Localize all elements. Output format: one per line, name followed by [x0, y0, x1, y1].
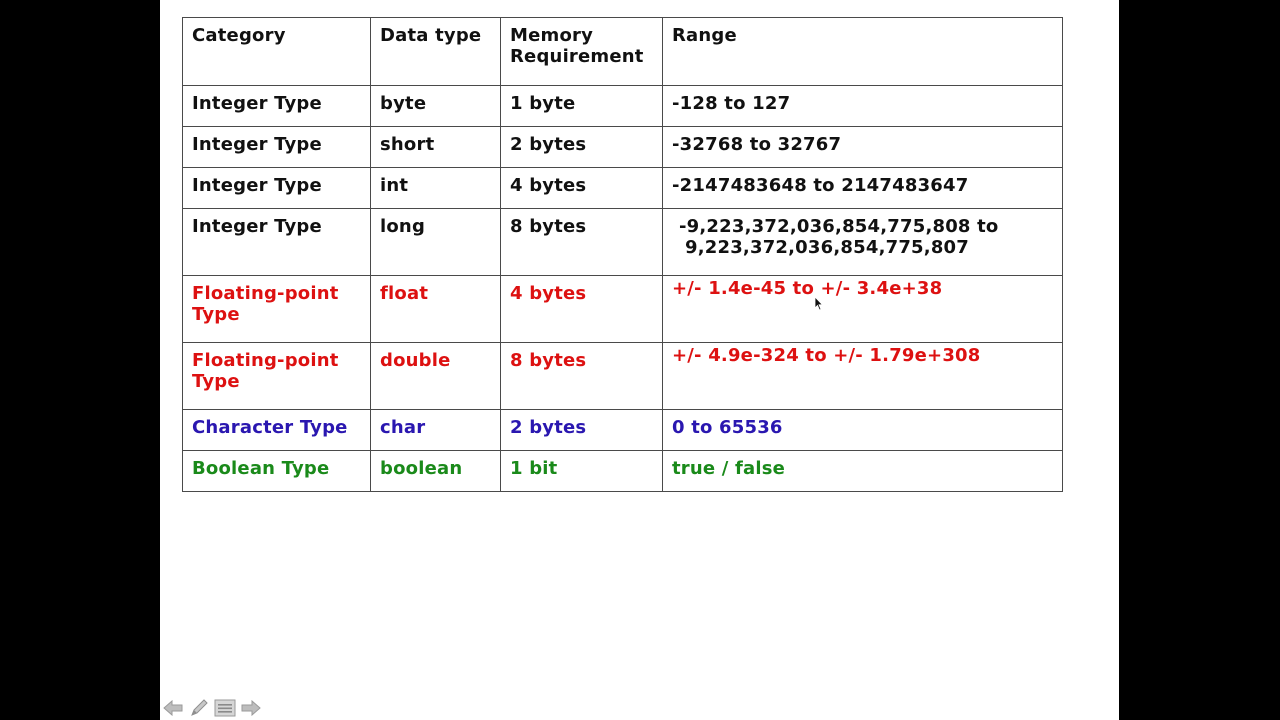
slide	[160, 0, 1119, 720]
range-line: +/- 4.9e-324 to +/- 1.79e+308	[672, 345, 981, 366]
table-row	[183, 451, 1063, 492]
cell-data-type: int	[371, 168, 501, 209]
range-line: -32768 to 32767	[672, 134, 842, 155]
slide-menu-button[interactable]	[214, 697, 236, 719]
table-body	[183, 86, 1063, 492]
cell-memory: 8 bytes	[501, 343, 663, 410]
arrow-right-icon	[241, 700, 261, 716]
cell-memory: 1 bit	[501, 451, 663, 492]
cell-range	[663, 86, 1063, 127]
cell-range	[663, 451, 1063, 492]
table-row	[183, 343, 1063, 410]
cell-data-type: long	[371, 209, 501, 276]
range-line: 0 to 65536	[672, 417, 783, 438]
table-row	[183, 127, 1063, 168]
header-data-type: Data type	[371, 18, 501, 86]
header-memory-line: Requirement	[510, 46, 644, 67]
pen-tool-button[interactable]	[188, 697, 210, 719]
cell-memory: 8 bytes	[501, 209, 663, 276]
cell-category: Integer Type	[183, 127, 371, 168]
header-range: Range	[663, 18, 1063, 86]
cell-memory: 4 bytes	[501, 276, 663, 343]
cell-category: Floating-point Type	[183, 343, 371, 410]
mouse-pointer-icon	[814, 296, 824, 312]
cell-range	[663, 343, 1063, 410]
slide-toolbar	[162, 697, 262, 719]
cell-range	[663, 127, 1063, 168]
data-types-table	[182, 17, 1063, 492]
cell-data-type: char	[371, 410, 501, 451]
range-line: true / false	[672, 458, 786, 479]
cell-data-type: double	[371, 343, 501, 410]
cell-memory: 2 bytes	[501, 410, 663, 451]
cell-range	[663, 209, 1063, 276]
cell-category: Character Type	[183, 410, 371, 451]
cell-range	[663, 168, 1063, 209]
range-line: -2147483648 to 2147483647	[672, 175, 969, 196]
pen-icon	[189, 698, 209, 718]
cell-data-type: float	[371, 276, 501, 343]
range-line: 9,223,372,036,854,775,807	[685, 237, 969, 258]
menu-icon	[214, 699, 236, 717]
cell-category: Integer Type	[183, 209, 371, 276]
cell-data-type: byte	[371, 86, 501, 127]
range-line: -9,223,372,036,854,775,808 to	[679, 216, 999, 237]
cell-range	[663, 410, 1063, 451]
arrow-left-icon	[163, 700, 183, 716]
range-line: -128 to 127	[672, 93, 791, 114]
table-row	[183, 276, 1063, 343]
table-row	[183, 209, 1063, 276]
cell-category: Integer Type	[183, 86, 371, 127]
header-memory-text	[510, 25, 653, 67]
range-line: +/- 1.4e-45 to +/- 3.4e+38	[672, 278, 943, 299]
prev-slide-button[interactable]	[162, 697, 184, 719]
header-memory	[501, 18, 663, 86]
table-row	[183, 86, 1063, 127]
cell-memory: 1 byte	[501, 86, 663, 127]
table-row	[183, 410, 1063, 451]
header-memory-line: Memory	[510, 25, 594, 46]
next-slide-button[interactable]	[240, 697, 262, 719]
table-row	[183, 168, 1063, 209]
cell-category: Boolean Type	[183, 451, 371, 492]
cell-data-type: short	[371, 127, 501, 168]
cell-category: Integer Type	[183, 168, 371, 209]
table-header-row	[183, 18, 1063, 86]
header-category: Category	[183, 18, 371, 86]
cell-data-type: boolean	[371, 451, 501, 492]
cell-range	[663, 276, 1063, 343]
cell-memory: 4 bytes	[501, 168, 663, 209]
cell-memory: 2 bytes	[501, 127, 663, 168]
cell-category: Floating-point Type	[183, 276, 371, 343]
